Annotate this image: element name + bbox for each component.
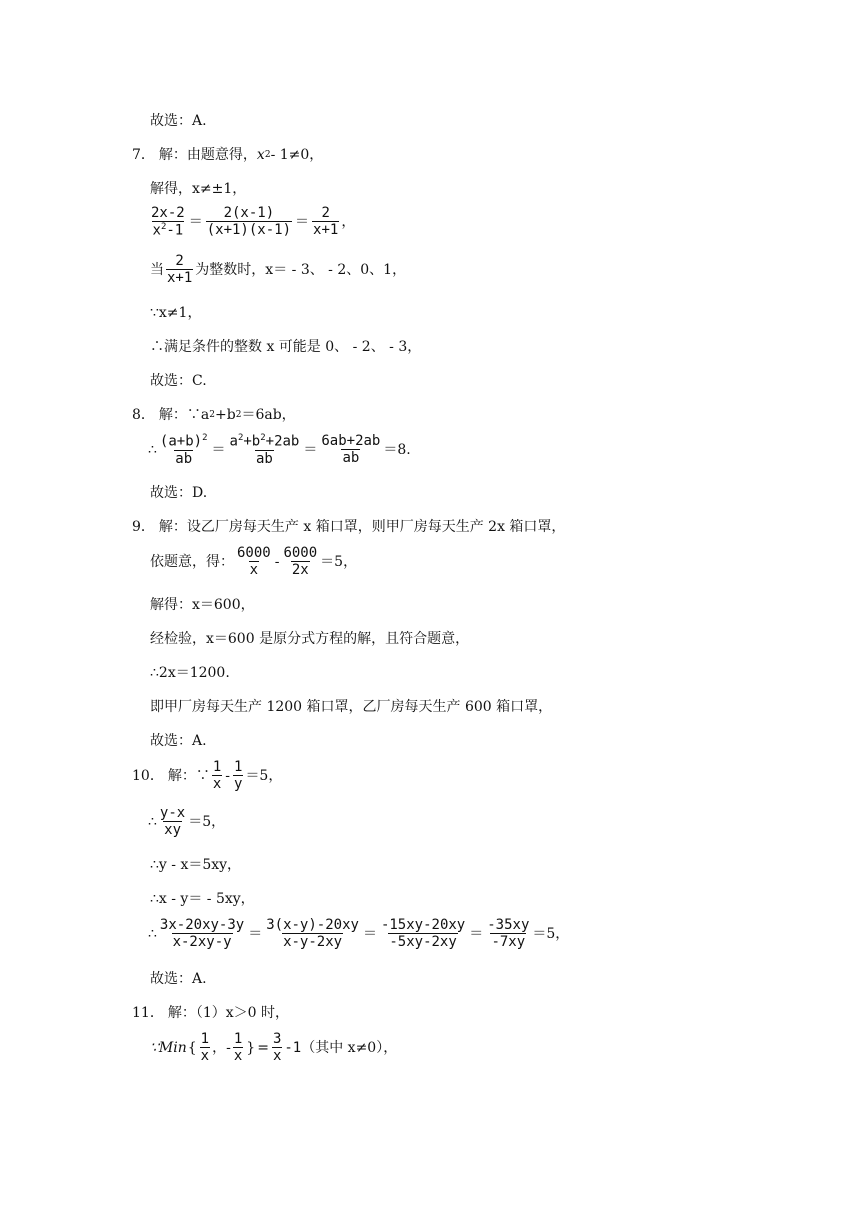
- q10-line2: ∴ $\frac{y-x}{xy}$ ＝5，: [148, 805, 226, 838]
- solution-text: 解：由题意得，: [158, 147, 257, 163]
- fraction: $\frac{6ab+2ab}{ab}$: [321, 433, 381, 467]
- q7-header: [132, 148, 323, 162]
- variable: x: [256, 147, 265, 163]
- solution-text: 解得，x≠±1，: [150, 181, 247, 197]
- q9-answer: 故选：A.: [150, 733, 207, 749]
- q10-header: 10． 解：∵ $\frac{1}{x}$ - $\frac{1}{y}$ ＝5，: [132, 759, 283, 792]
- fraction: $\frac{y-x}{xy}$: [159, 805, 186, 838]
- fraction: $\frac{2(x-1)}{(x+1)(x-1)}$: [206, 205, 292, 239]
- q7-line2: [150, 182, 246, 196]
- q11-line2: ∵Min { $\frac{1}{x}$ ，- $\frac{1}{x}$ } = $\frac{3}{x}$ -1 （其中 x≠0），: [150, 1031, 398, 1064]
- q7-line5: ∵x≠1，: [150, 305, 202, 321]
- q7-fraction-line: $\frac{2x-2}{x^2-1}$ ＝ $\frac{2(x-1)}{(x+1)(x-1)}$ ＝ $\frac{2}{x+1}$ ，: [151, 205, 356, 239]
- q9-line6: 即甲厂房每天生产 1200 箱口罩，乙厂房每天生产 600 箱口罩，: [150, 699, 553, 715]
- fraction: $\frac{3(x-y)-20xy}{x-y-2xy}$: [266, 917, 359, 950]
- q7-answer: 故选：C.: [150, 373, 207, 389]
- exponent: 2: [264, 149, 271, 160]
- fraction: $\frac{2}{x+1}$: [167, 253, 193, 286]
- q7-line4: 当 $\frac{2}{x+1}$ 为整数时，x＝ - 3、 - 2、0、1，: [150, 253, 407, 286]
- q10-line4: ∴x - y＝ - 5xy，: [150, 891, 255, 907]
- q8-fraction-line: ∴ $\frac{(a+b)^2}{ab}$ ＝ $\frac{a^2+b^2+2ab}{ab}$ ＝ $\frac{6ab+2ab}{ab}$ ＝8.: [148, 433, 411, 467]
- q9-line3: 解得：x＝600，: [150, 597, 255, 613]
- fraction: $\frac{6000}{x}$: [237, 545, 271, 578]
- fraction: $\frac{2}{x+1}$: [313, 205, 339, 239]
- fraction: $\frac{2x-2}{x^2-1}$: [151, 205, 185, 239]
- q9-header: 9． 解：设乙厂房每天生产 x 箱口罩，则甲厂房每天生产 2x 箱口罩，: [132, 519, 566, 535]
- question-number: 7．: [132, 147, 155, 163]
- fraction: $\frac{3}{x}$: [272, 1031, 282, 1064]
- fraction: $\frac{-35xy}{-7xy}$: [487, 917, 530, 950]
- answer-text: 故选：A.: [150, 113, 207, 129]
- q8-header: 8． 解：∵a 2 +b 2 ＝6ab，: [132, 407, 296, 423]
- q8-answer: 故选：D.: [150, 485, 208, 501]
- q7-line6: ∴满足条件的整数 x 可能是 0、 - 2、 - 3，: [150, 339, 422, 355]
- q10-line3: ∴y - x＝5xy，: [150, 857, 242, 873]
- fraction: $\frac{-15xy-20xy}{-5xy-2xy}$: [380, 917, 466, 950]
- q9-line5: ∴2x＝1200.: [150, 665, 230, 681]
- fraction: $\frac{1}{x}$: [212, 759, 222, 792]
- fraction: $\frac{1}{y}$: [234, 759, 243, 792]
- fraction: $\frac{1}{x}$: [200, 1031, 210, 1064]
- solution-text: - 1≠0，: [270, 147, 324, 163]
- answer-line-q6: [150, 114, 207, 128]
- q10-answer: 故选：A.: [150, 971, 207, 987]
- fraction: $\frac{1}{x}$: [233, 1031, 243, 1064]
- q10-fraction-chain: ∴ $\frac{3x-20xy-3y}{x-2xy-y}$ ＝ $\frac{3(x-y)-20xy}{x-y-2xy}$ ＝ $\frac{-15xy-20xy}{-5xy-2xy}$ ＝ $\frac{-35xy}{-7xy}$ ＝5，: [148, 917, 570, 950]
- fraction: $\frac{(a+b)^2}{ab}$: [159, 433, 208, 467]
- q11-header: 11． 解：（1）x＞0 时，: [132, 1005, 289, 1021]
- q9-line4: 经检验，x＝600 是原分式方程的解，且符合题意，: [150, 631, 470, 647]
- fraction: $\frac{6000}{2x}$: [283, 545, 318, 578]
- fraction: $\frac{a^2+b^2+2ab}{ab}$: [229, 433, 300, 467]
- fraction: $\frac{3x-20xy-3y}{x-2xy-y}$: [159, 917, 245, 950]
- q9-equation: 依题意，得： $\frac{6000}{x}$ - $\frac{6000}{2x}$ ＝5，: [150, 545, 358, 578]
